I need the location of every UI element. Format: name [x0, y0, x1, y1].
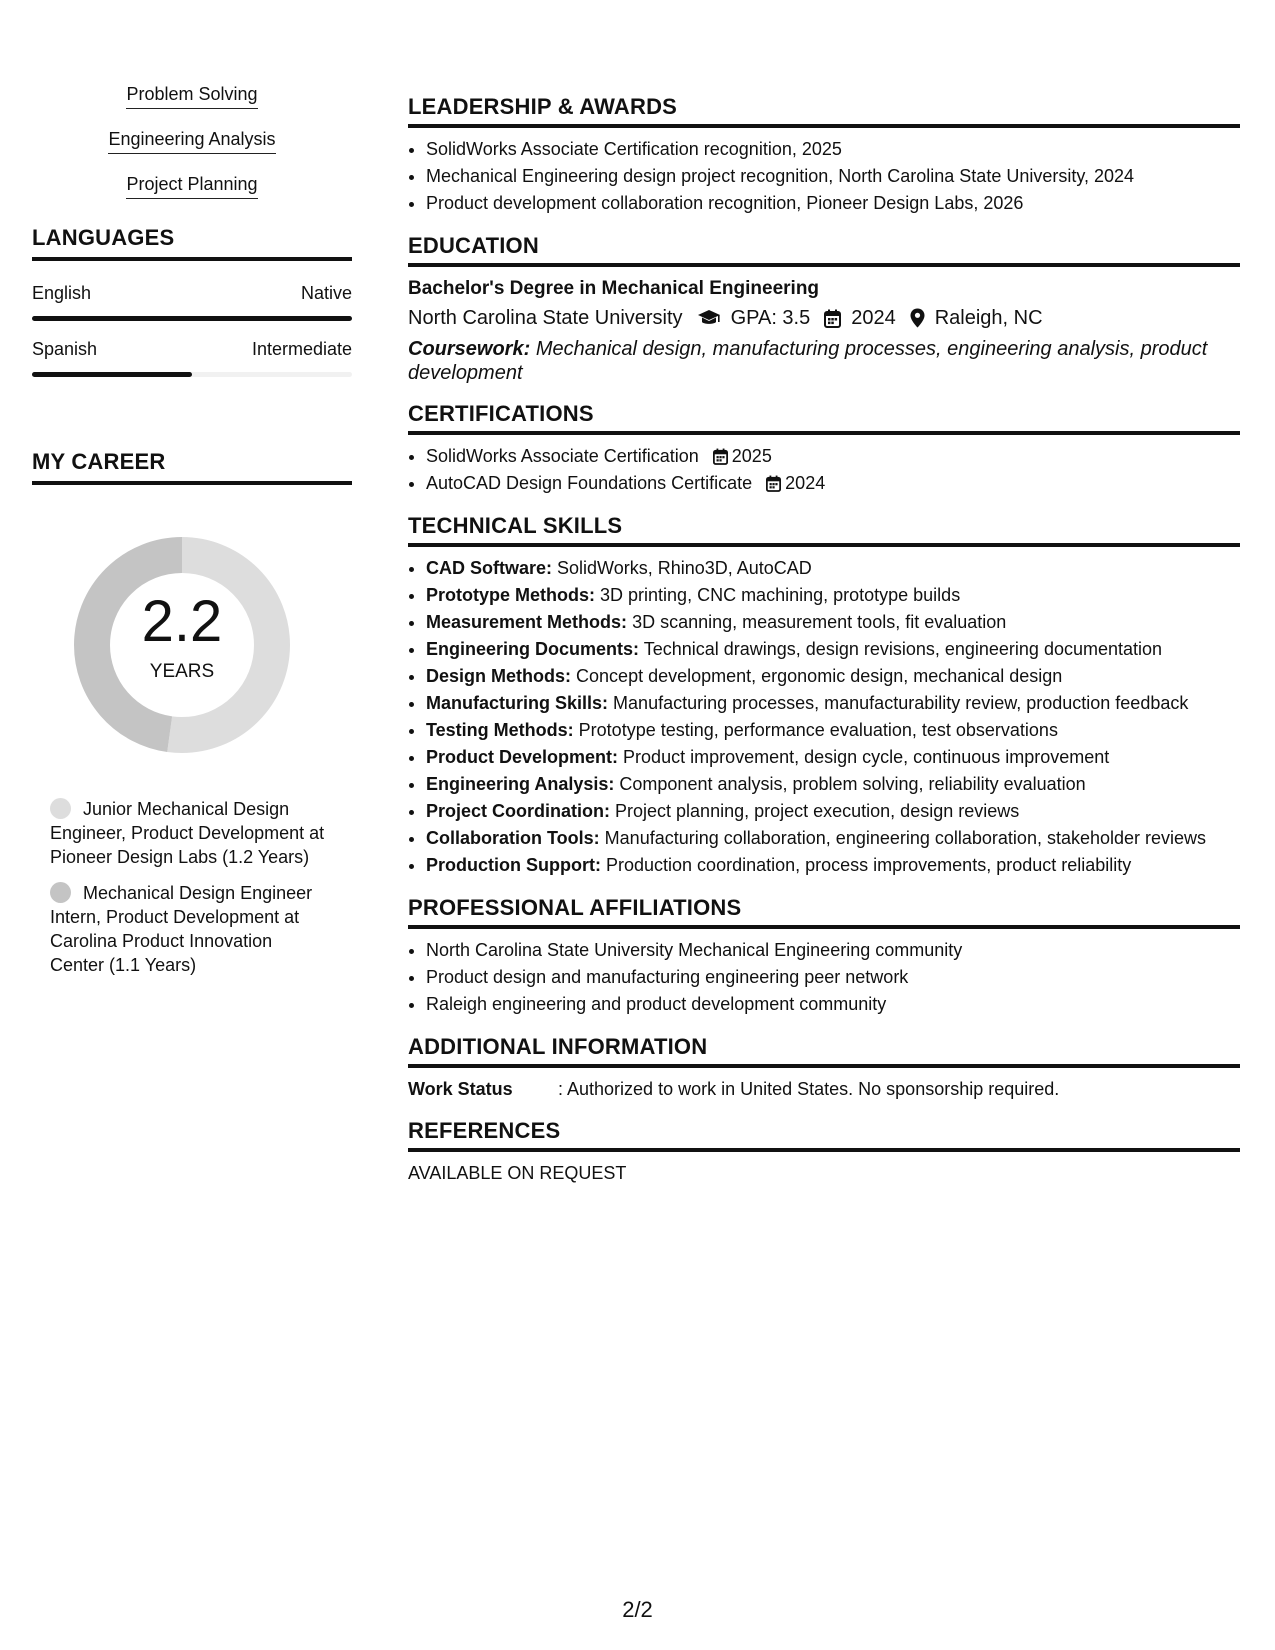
- skill-values: Production coordination, process improvements, product reliability: [606, 855, 1132, 875]
- education-location: Raleigh, NC: [934, 307, 1043, 329]
- skill-category: Measurement Methods:: [426, 612, 628, 632]
- work-status-row: [408, 1076, 1240, 1102]
- certification-name: • SolidWorks Associate Certification: [426, 446, 699, 466]
- skill-tag: Engineering Analysis: [108, 129, 275, 154]
- career-list: [50, 797, 330, 977]
- skill-tags: [32, 84, 352, 199]
- references-heading: REFERENCES: [408, 1118, 1240, 1152]
- page-number: 2/2: [622, 1597, 653, 1622]
- coursework-label: Coursework:: [408, 338, 531, 360]
- technical-skills-list: [408, 555, 1240, 879]
- skill-values: Project planning, project execution, design reviews: [615, 801, 1020, 821]
- certifications-section: [408, 401, 1240, 497]
- education-section: [408, 233, 1240, 385]
- work-status-label: Work Status: [408, 1079, 513, 1099]
- calendar-icon: [713, 448, 728, 465]
- list-item: [426, 852, 1240, 879]
- education-meta: [408, 303, 1240, 333]
- certifications-heading: CERTIFICATIONS: [408, 401, 1240, 435]
- list-item: • Mechanical Engineering design project recognition, North Carolina State University, 2024: [426, 163, 1240, 190]
- list-item: [426, 717, 1240, 744]
- affiliations-section: [408, 895, 1240, 1018]
- language-name: English: [32, 283, 92, 303]
- skill-category: Manufacturing Skills:: [426, 693, 609, 713]
- skill-tag: Project Planning: [126, 174, 257, 199]
- career-heading: MY CAREER: [32, 449, 352, 485]
- gpa: GPA: 3.5: [730, 307, 811, 329]
- skill-values: Manufacturing processes, manufacturability review, production feedback: [613, 693, 1189, 713]
- references-section: [408, 1118, 1240, 1186]
- skill-tag: Problem Solving: [126, 84, 257, 109]
- language-name: Spanish: [32, 339, 98, 359]
- right-column: [408, 94, 1240, 1202]
- career-total-years: 2.2: [141, 589, 223, 654]
- career-color-dot: [50, 882, 71, 903]
- additional-info-heading: ADDITIONAL INFORMATION: [408, 1034, 1240, 1068]
- calendar-icon: [824, 309, 841, 328]
- skill-values: Technical drawings, design revisions, engineering documentation: [643, 639, 1163, 659]
- coursework: [408, 337, 1240, 385]
- skill-category: Collaboration Tools:: [426, 828, 600, 848]
- skill-category: CAD Software:: [426, 558, 553, 578]
- list-item: • SolidWorks Associate Certification recognition, 2025: [426, 136, 1240, 163]
- skill-category: Design Methods:: [426, 666, 572, 686]
- leadership-section: [408, 94, 1240, 217]
- skill-values: Manufacturing collaboration, engineering collaboration, stakeholder reviews: [604, 828, 1207, 848]
- list-item: [426, 771, 1240, 798]
- certifications-list: [408, 443, 1240, 497]
- skill-category: Testing Methods:: [426, 720, 574, 740]
- language-item: [32, 339, 352, 377]
- calendar-icon: [766, 475, 781, 492]
- skill-values: Product improvement, design cycle, continuous improvement: [623, 747, 1110, 767]
- skill-category: Production Support:: [426, 855, 601, 875]
- language-item: [32, 283, 352, 321]
- career-donut-chart: [66, 529, 298, 761]
- graduation-year: 2024: [851, 307, 896, 329]
- language-proficiency-bar: [32, 372, 352, 377]
- language-proficiency-fill: [32, 372, 192, 377]
- list-item: • Product development collaboration recognition, Pioneer Design Labs, 2026: [426, 190, 1240, 217]
- list-item: [426, 690, 1240, 717]
- career-item-text: Junior Mechanical Design Engineer, Product Development at Pioneer Design Labs (1.2 Years): [50, 799, 325, 867]
- list-item: [426, 470, 1240, 497]
- references-text: AVAILABLE ON REQUEST: [408, 1163, 627, 1183]
- career-item: [50, 881, 330, 977]
- work-status-value: : Authorized to work in United States. No sponsorship required.: [558, 1079, 1060, 1099]
- language-proficiency-fill: [32, 316, 352, 321]
- list-item: [426, 636, 1240, 663]
- skill-category: Engineering Analysis:: [426, 774, 615, 794]
- language-level: Intermediate: [251, 339, 352, 359]
- skill-category: Prototype Methods:: [426, 585, 595, 605]
- list-item: • North Carolina State University Mechanical Engineering community: [426, 937, 1240, 964]
- certification-name: • AutoCAD Design Foundations Certificate: [426, 473, 753, 493]
- skill-values: SolidWorks, Rhino3D, AutoCAD: [557, 558, 812, 578]
- list-item: [426, 825, 1240, 852]
- skill-values: Prototype testing, performance evaluation, test observations: [578, 720, 1058, 740]
- graduation-cap-icon: [697, 309, 721, 327]
- languages-heading: LANGUAGES: [32, 225, 352, 261]
- career-total-unit: YEARS: [149, 661, 215, 682]
- leadership-heading: LEADERSHIP & AWARDS: [408, 94, 1240, 128]
- list-item: • Raleigh engineering and product development community: [426, 991, 1240, 1018]
- list-item: • Product design and manufacturing engineering peer network: [426, 964, 1240, 991]
- career-color-dot: [50, 798, 71, 819]
- language-level: Native: [300, 283, 352, 303]
- affiliations-heading: PROFESSIONAL AFFILIATIONS: [408, 895, 1240, 929]
- skill-values: 3D printing, CNC machining, prototype builds: [600, 585, 961, 605]
- career-item: [50, 797, 330, 869]
- technical-skills-heading: TECHNICAL SKILLS: [408, 513, 1240, 547]
- skill-category: Project Coordination:: [426, 801, 610, 821]
- leadership-list: [408, 136, 1240, 217]
- language-proficiency-bar: [32, 316, 352, 321]
- school-name: North Carolina State University: [408, 307, 683, 329]
- career-item-text: Mechanical Design Engineer Intern, Product Development at Carolina Product Innovation Center (1.1 Years): [50, 883, 313, 975]
- certification-year: 2024: [785, 473, 826, 493]
- list-item: [426, 798, 1240, 825]
- skill-values: Component analysis, problem solving, reliability evaluation: [619, 774, 1086, 794]
- coursework-text: Mechanical design, manufacturing processes, engineering analysis, product development: [408, 338, 1208, 384]
- skill-category: Engineering Documents:: [426, 639, 640, 659]
- list-item: [426, 443, 1240, 470]
- list-item: [426, 609, 1240, 636]
- list-item: [426, 744, 1240, 771]
- additional-info-section: [408, 1034, 1240, 1102]
- list-item: [426, 582, 1240, 609]
- certification-year: 2025: [731, 446, 772, 466]
- list-item: [426, 663, 1240, 690]
- languages-section: [32, 225, 352, 377]
- skill-category: Product Development:: [426, 747, 619, 767]
- skill-values: Concept development, ergonomic design, mechanical design: [576, 666, 1063, 686]
- location-pin-icon: [910, 308, 925, 328]
- list-item: [426, 555, 1240, 582]
- degree-title: Bachelor's Degree in Mechanical Engineering: [408, 278, 820, 299]
- career-section: [32, 449, 352, 977]
- left-column: [32, 84, 352, 989]
- affiliations-list: [408, 937, 1240, 1018]
- skill-values: 3D scanning, measurement tools, fit evaluation: [632, 612, 1007, 632]
- technical-skills-section: [408, 513, 1240, 879]
- education-heading: EDUCATION: [408, 233, 1240, 267]
